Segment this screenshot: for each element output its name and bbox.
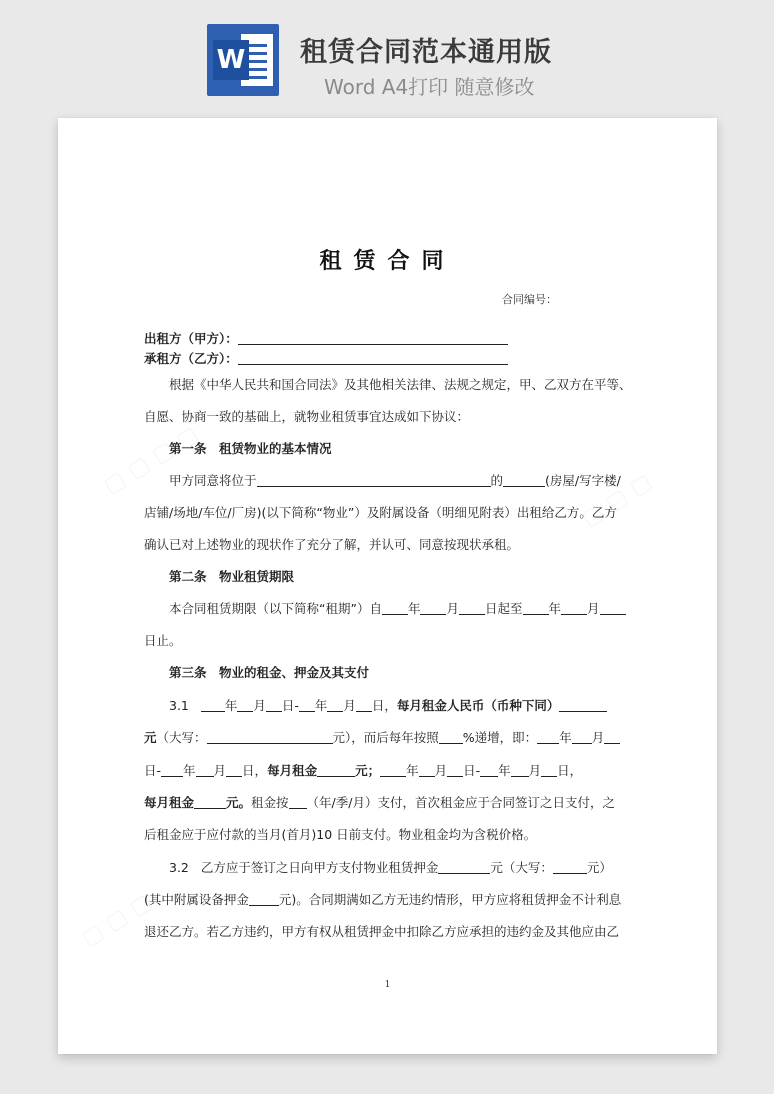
intro-line-2: 自愿、协商一致的基础上，就物业租赁事宜达成如下协议： xyxy=(144,409,470,424)
party-b-line xyxy=(144,351,508,367)
blank[interactable] xyxy=(299,698,315,712)
clause-number: 3.2 xyxy=(169,860,189,875)
text-segment: 每月租金人民币（币种下同） xyxy=(396,698,560,713)
text-segment: 元。 xyxy=(226,795,252,810)
text-segment: 日- xyxy=(281,698,299,713)
text-segment: 日起至 xyxy=(484,601,523,616)
end-day-blank[interactable] xyxy=(600,601,626,615)
blank[interactable] xyxy=(226,763,242,777)
text-segment: 本合同租赁期限（以下简称“租期”）自 xyxy=(169,601,382,616)
text-segment: 年 xyxy=(224,698,238,713)
header-banner xyxy=(0,0,774,110)
property-location-blank[interactable] xyxy=(257,473,491,487)
party-a-blank[interactable] xyxy=(238,331,508,345)
start-year-blank[interactable] xyxy=(382,601,408,615)
clause-3-1-line-4 xyxy=(144,795,615,811)
text-segment: 元； xyxy=(355,763,381,778)
text-segment: (其中附属设备押金 xyxy=(144,892,249,907)
text-segment: 乙方应于签订之日向甲方支付物业租赁押金 xyxy=(200,860,439,875)
text-segment: 日， xyxy=(242,763,268,778)
text-segment: %递增，即： xyxy=(462,730,538,745)
clause-3-1-line-3 xyxy=(144,763,582,779)
blank[interactable] xyxy=(266,698,282,712)
text-segment: （年/季/月）支付，首次租金应于合同签订之日支付，之 xyxy=(306,795,615,810)
article-2-line-2: 日止。 xyxy=(144,633,182,648)
article-1-line-1 xyxy=(169,473,621,489)
blank[interactable] xyxy=(356,698,372,712)
blank[interactable] xyxy=(604,730,620,744)
article-1-line-2: 店铺/场地/车位/厂房)(以下简称“物业”）及附属设备（明细见附表）出租给乙方。乙方 xyxy=(144,505,617,520)
text-segment: 日- xyxy=(144,763,162,778)
blank[interactable] xyxy=(194,795,226,809)
word-document-icon xyxy=(207,24,279,96)
article-3-heading: 第三条 物业的租金、押金及其支付 xyxy=(169,665,370,680)
party-a-label: 出租方（甲方）： xyxy=(144,331,238,346)
text-segment: 元） xyxy=(586,860,612,875)
article-1-line-3: 确认已对上述物业的现状作了充分了解，并认可、同意按现状承租。 xyxy=(144,537,520,552)
end-month-blank[interactable] xyxy=(561,601,587,615)
banner-title: 租赁合同范本通用版 xyxy=(300,37,552,68)
text-segment: 日， xyxy=(371,698,397,713)
intro-line-1: 根据《中华人民共和国合同法》及其他相关法律、法规之规定，甲、乙双方在平等、 xyxy=(169,377,632,392)
clause-3-2-line-2 xyxy=(144,892,621,908)
deposit-words-blank[interactable] xyxy=(553,860,587,874)
article-2-heading: 第二条 物业租赁期限 xyxy=(169,569,295,584)
party-b-label: 承租方（乙方）： xyxy=(144,351,238,366)
text-segment: 日， xyxy=(557,763,583,778)
text-segment: 的 xyxy=(490,473,504,488)
monthly-rent-blank[interactable] xyxy=(559,698,607,712)
property-type-blank[interactable] xyxy=(503,473,545,487)
end-year-blank[interactable] xyxy=(523,601,549,615)
blank[interactable] xyxy=(237,698,253,712)
increase-percent-blank[interactable] xyxy=(439,730,463,744)
text-segment: 年 xyxy=(407,601,421,616)
start-day-blank[interactable] xyxy=(459,601,485,615)
text-segment: 元)。合同期满如乙方无违约情形，甲方应将租赁押金不计利息 xyxy=(278,892,622,907)
blank[interactable] xyxy=(537,730,559,744)
text-segment: 月 xyxy=(434,763,448,778)
text-segment: 租金按 xyxy=(251,795,289,810)
text-segment: 年 xyxy=(183,763,196,778)
text-segment: 元 xyxy=(144,730,157,745)
text-segment: 月 xyxy=(446,601,459,616)
contract-number-label: 合同编号： xyxy=(502,293,557,306)
blank[interactable] xyxy=(419,763,435,777)
text-segment: 月 xyxy=(213,763,227,778)
text-segment: 年 xyxy=(314,698,328,713)
clause-3-1-line-2 xyxy=(144,730,620,746)
text-segment: 每月租金 xyxy=(267,763,318,778)
page-number: 1 xyxy=(384,980,391,990)
text-segment: 月 xyxy=(253,698,266,713)
article-2-line-1 xyxy=(169,601,626,617)
clause-3-2-line-1 xyxy=(169,860,612,876)
equipment-deposit-blank[interactable] xyxy=(249,892,279,906)
text-segment: 年 xyxy=(498,763,511,778)
text-segment: (房屋/写字楼/ xyxy=(545,473,621,488)
blank[interactable] xyxy=(380,763,406,777)
banner-subtitle: Word A4打印 随意修改 xyxy=(324,75,535,99)
blank[interactable] xyxy=(327,698,343,712)
clause-3-1-line-5: 后租金应于应付款的当月(首月)10 日前支付。物业租金均为含税价格。 xyxy=(144,827,537,842)
blank[interactable] xyxy=(511,763,529,777)
text-segment: 年 xyxy=(548,601,562,616)
deposit-blank[interactable] xyxy=(438,860,490,874)
start-month-blank[interactable] xyxy=(420,601,446,615)
text-segment: 月 xyxy=(591,730,605,745)
clause-3-1-line-1 xyxy=(169,698,607,714)
blank[interactable] xyxy=(480,763,498,777)
text-segment: 月 xyxy=(587,601,600,616)
payment-period-blank[interactable] xyxy=(289,795,307,809)
blank[interactable] xyxy=(201,698,225,712)
blank[interactable] xyxy=(541,763,557,777)
text-segment: 月 xyxy=(528,763,542,778)
text-segment: 元），而后每年按照 xyxy=(332,730,439,745)
blank[interactable] xyxy=(447,763,463,777)
blank[interactable] xyxy=(572,730,592,744)
party-a-line xyxy=(144,331,508,347)
blank[interactable] xyxy=(317,763,355,777)
text-segment: 年 xyxy=(406,763,419,778)
amount-in-words-blank[interactable] xyxy=(207,730,333,744)
blank[interactable] xyxy=(196,763,214,777)
text-segment: 日- xyxy=(463,763,481,778)
blank[interactable] xyxy=(161,763,183,777)
article-1-heading: 第一条 租赁物业的基本情况 xyxy=(169,441,332,456)
text-segment: 月 xyxy=(343,698,356,713)
text-segment: 甲方同意将位于 xyxy=(169,473,257,488)
clause-3-2-line-3: 退还乙方。若乙方违约，甲方有权从租赁押金中扣除乙方应承担的违约金及其他应由乙 xyxy=(144,924,620,939)
word-icon-letter: W xyxy=(213,40,249,80)
clause-number: 3.1 xyxy=(169,698,189,713)
text-segment: （大写： xyxy=(156,730,207,745)
document-title: 租赁合同 xyxy=(319,249,456,274)
text-segment: 年 xyxy=(559,730,572,745)
document-page xyxy=(58,118,717,1054)
text-segment: 每月租金 xyxy=(144,795,195,810)
party-b-blank[interactable] xyxy=(238,351,508,365)
text-segment: 元（大写： xyxy=(490,860,553,875)
